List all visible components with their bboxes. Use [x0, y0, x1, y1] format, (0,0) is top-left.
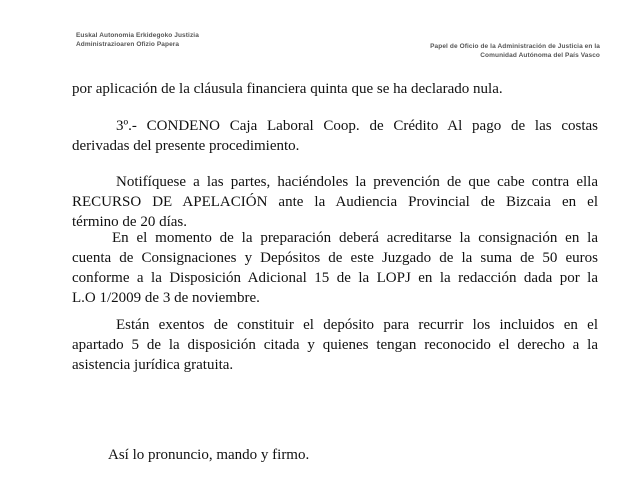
header-left: [76, 31, 199, 49]
text-line: 3º.- CONDENO Caja Laboral Coop. de Crédito Al pago de las costas: [116, 118, 598, 134]
text-line: apartado 5 de la disposición citada y quienes tengan reconocido el derecho a la: [72, 337, 598, 353]
text-line: por aplicación de la cláusula financiera quinta que se ha declarado nula.: [72, 81, 503, 97]
header-right: [430, 42, 600, 60]
text-line: término de 20 días.: [72, 214, 187, 230]
closing-statement: [108, 445, 309, 465]
closing-text: Así lo pronuncio, mando y firmo.: [108, 447, 310, 463]
text-line: Están exentos de constituir el depósito para recurrir los incluidos en el: [116, 317, 598, 333]
header-right-line-1: Papel de Oficio de la Administración de Justicia en la: [430, 43, 600, 50]
paragraph-deposit-requirement: [72, 228, 598, 308]
header-left-line-2: Administrazioaren Ofizio Papera: [76, 41, 180, 48]
text-line: asistencia jurídica gratuita.: [72, 357, 234, 373]
text-line: RECURSO DE APELACIÓN ante la Audiencia Provincial de Bizcaia en el: [72, 194, 598, 210]
text-line: En el momento de la preparación deberá acreditarse la consignación en la: [112, 230, 598, 246]
paragraph-deposit-exemption: [72, 315, 598, 375]
text-line: L.O 1/2009 de 3 de noviembre.: [72, 290, 260, 306]
text-line: conforme a la Disposición Adicional 15 de la LOPJ en la redacción dada por la: [72, 270, 598, 286]
header-right-line-2: Comunidad Autónoma del País Vasco: [480, 52, 600, 59]
paragraph-appeal-notice: [72, 172, 598, 232]
text-line: derivadas del presente procedimiento.: [72, 138, 300, 154]
paragraph-costs-ruling: [72, 116, 598, 156]
header-left-line-1: Euskal Autonomia Erkidegoko Justizia: [76, 32, 199, 39]
text-line: Notifíquese a las partes, haciéndoles la prevención de que cabe contra ella: [116, 174, 598, 190]
text-line: cuenta de Consignaciones y Depósitos de este Juzgado de la suma de 50 euros: [72, 250, 598, 266]
paragraph-financial-clause: [72, 79, 598, 99]
